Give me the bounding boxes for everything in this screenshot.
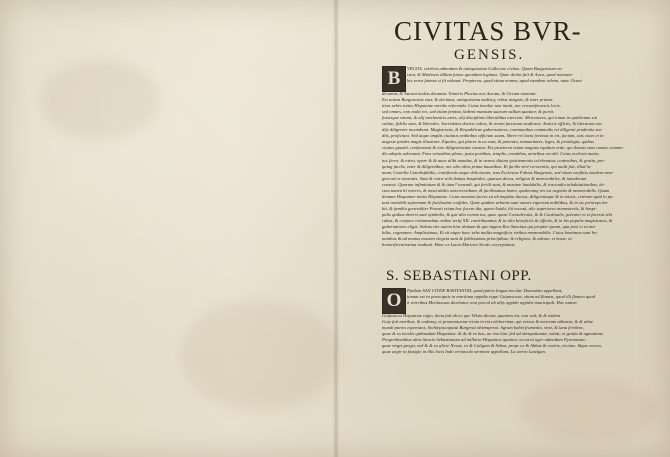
text-line: honorificentissima tradiunt. Haec ex Lucia Marineo Siculo excerpsimus. bbox=[382, 242, 516, 248]
text-line: Progredientibus ultra Sancto Sebastianum ad millaria Hispanica quatuor, occurrit ager admodum Pyrenaeum, bbox=[382, 337, 586, 343]
text-line: palis quibus diversi sunt symbolis, & que alio eorum ius, quae quasi Consuleratis, & & Cardinalis, potenter et et facerat sibi bbox=[382, 211, 613, 217]
text-line: mundi partes exportant, Archiepiscopatui Burgensi obtemperat. Agrum habet frumento, vino, & lana fertilem, bbox=[382, 325, 584, 331]
text-line: culatu, fidelis sunt, & liberales. Sacerdotes doctos cultos, & rerum factarum studiosos. Amiciis officiis, & literarum stu- bbox=[382, 121, 603, 127]
text-line: minibus & ad manus maximi elegent sunt & fidelissimas principibus; & religiosi, & adesse, et hoste, et. bbox=[382, 236, 573, 242]
text-line: angeste prodes magis illustrare. Equites, qui plures in ea sunt, & potentes, immunitates, leges, & priuilegia, quibus bbox=[382, 139, 594, 145]
text-line: tur, ferro, & extra, opere & & nunc alibi mundus, & in aeneis diuina ipsiriementis celebrantur, contraibus, & gratia, pre- bbox=[382, 157, 606, 163]
decorated-initial-b: B bbox=[382, 66, 406, 92]
text-line: dicuntur, & Aucani moliss dicuntur. Tomeris Pluvius nos Aucam, & Occam nominat. bbox=[382, 91, 537, 96]
paper-stain bbox=[180, 300, 340, 410]
burgos-text-body bbox=[382, 91, 651, 261]
text-line: quing facilis, inter & diligentibus, nec alio alios prima haustibus. Et facilis verè cerscentis, qui multi fuit, illud lu- bbox=[382, 163, 592, 169]
paper-stain bbox=[40, 60, 160, 140]
san-sebastian-text-body bbox=[382, 313, 651, 429]
page-title-continued: GENSIS. bbox=[454, 47, 525, 63]
text-line: fossisque vmunt, & alij mechanicis artes, alij disciplinis liberalibus exercent. Mercatores, qui totum in quidvetam sin bbox=[382, 115, 597, 121]
text-line: trias urbes totius Hispaniae meritis referenda. Cuius incolae non inuiti, nec circumforaneis locis, bbox=[382, 103, 561, 109]
text-line: domum Hispaniae totius Hispaniae. Cuius maxima facies sit ab impulsu ductus, diligentiaque & in stictis, ceterum quid in pu- bbox=[382, 193, 614, 199]
center-fold bbox=[333, 0, 339, 457]
text-line: à veteribus Menlascum dicebatur, non procul ab alijs oppido oppidis municipali. Hoc autem bbox=[407, 300, 577, 306]
text-line: tant invisibili supremum & facilissimi confides. Quae quidem urbanis sunt omnes equorum nobilibus, & in sic princeps ha- bbox=[382, 199, 609, 205]
text-line: quae & ex incolis quibusdam Hispaniae. & de & ex hac, ue vno hinc fed ad obrepatiuntur, valuit; et gratia & agnomina; bbox=[382, 331, 604, 337]
text-line: Ppidum SAN CIVDE BASTIANVM, quod patria lingua incolae Donostian appellant, bbox=[407, 288, 563, 293]
text-line: ciuitas gaudet, conformant & iure diligentissime tuentur. Est praeterea etiam magnus equitum ordo, qui domus suas omnes commo- bbox=[382, 145, 624, 151]
text-line: gubernatores eligit. Ardens rite autem hinc domum & quo ingens Rex Sanctius qui propter ipsum, qua post vi ra ma- bbox=[382, 224, 597, 230]
text-line: tunum est ex praecipuis in maritima oppidis regni Guipuscoae, situm ad flumen, quod illi flumen quod bbox=[407, 294, 596, 300]
text-line: bis veros fuimus si fit videant. Propterea, quod etiam nomen, apud eamdem urbem, nunc Ocani bbox=[407, 78, 582, 84]
text-line: Guiy fuit moribus, & eademq; et promontoriae trium in est celeberrima, qui versus & mercium adinstar, & & aliae bbox=[382, 319, 594, 325]
text-line: gem ad ex tomentis. Sunt & extra velti domus hospitales, quarum decus, religion & memorabiles, & mundorum bbox=[382, 175, 587, 181]
section-title-san-sebastian: S. SEBASTIANI OPP. bbox=[386, 268, 532, 284]
burgos-text-intro bbox=[407, 66, 651, 91]
text-line: bit, & familia generaliter Praesti etiam hoc facere dia, quem Auida, ihi vocant, alic superiores monasteriis, & hospi- bbox=[382, 205, 597, 211]
text-line: mum, Castella Canobsfabilis, contificatis atque deliciarum, iens Ecclesiae Fabius Burgensis, sed etiam conflitis eundem mon- bbox=[382, 169, 614, 175]
text-line: VRGOS, celebris admodum & antiquissima Galleciae civitas. Quam Burgensium vo- bbox=[407, 66, 563, 71]
text-line: quae virgis gregsi, sed & & ex alicie Nexas, ex & Caligum & Sebas, prope ex & Abbas & castris, vicinus. Idque vocem, bbox=[382, 343, 602, 349]
text-line: Guipuscoa Hispaniae regio, dicta fuit ab eo que Velsia dictiur, quamvis ita, non vult, & & iisdem bbox=[382, 313, 560, 318]
text-line: Est autem Burgosensis eius, & decimus, antiquissima multisq; rebus insignis, & inter primas bbox=[382, 97, 553, 103]
text-line: dijs diligenter incumbunt. Magistratus, & Respublicae gubernatores, communibus commodis rei diligenti prudentia stu- bbox=[382, 127, 603, 133]
san-sebastian-text-intro bbox=[407, 288, 651, 313]
text-line: sed omnes, non multi res, sed etiam femina, habent mansum suarum vallum quatuor, & portis bbox=[382, 109, 554, 115]
page-title: CIVITAS BVR- bbox=[394, 16, 582, 46]
text-line: cant, & Mathoeis dillam fuisse quondam legimus. Quae decha fuit & Auca, quod nonnum- bbox=[407, 72, 574, 78]
text-line: censent. Quarum infimitatum & & itum? tonendi, qui fertili sunt, & maxime laudabilis, & iracundia inhabitationibus, de- bbox=[382, 181, 606, 187]
text-line: diis, proficiunt. Sed atque amplis ciuitatis ordinibus officium suum, libere rei laeta fecimus in eis, faciam, suis ciues et in bbox=[382, 133, 604, 139]
text-line: cum tamen hi veteres, & miserabiles misericordiam, & facilissimas homo, qualicumq res est negotiis & memorabilis. Quam bbox=[382, 187, 610, 193]
decorated-initial-o: O bbox=[382, 288, 406, 314]
text-line: dis adeptis adornant, Fons vetustibus plano, juxta portibus, templis, ornatibus, aeneibus excolit. Cuius ecclesia maior, bbox=[382, 151, 600, 157]
text-line: bilia, cognomen. Amplissimus; Et sit atque haec urbs multis magnificis viribus memorabilis. Cuius hominum sunt ho- bbox=[382, 230, 598, 236]
text-line: quae aegir in fastigio in illis locis Indo vernaculo sermone appellant, La sierra Lastigan. bbox=[382, 349, 546, 355]
text-line: rubus, & corpore commendata ordine tertij XII. contribuuntur, & in alio beneficiis & officiis, & in his populis magistratus, & bbox=[382, 217, 613, 223]
